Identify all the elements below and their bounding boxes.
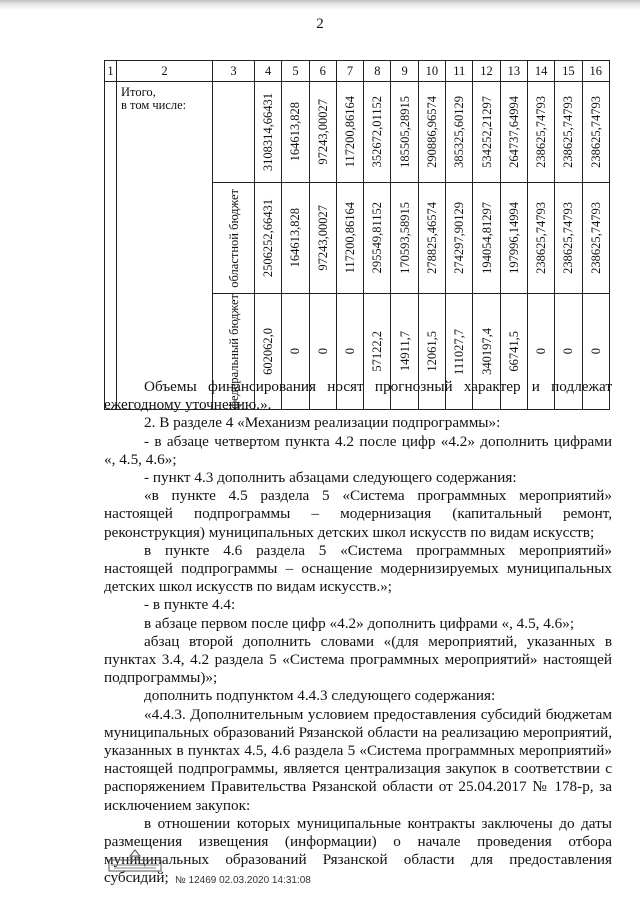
column-header: 13 xyxy=(500,61,527,82)
total-value-cell: 238625,74793 xyxy=(527,82,554,183)
federal-value-cell: 0 xyxy=(282,294,309,410)
total-value-cell: 185505,28915 xyxy=(391,82,418,183)
table-header-row xyxy=(105,61,610,82)
column-header: 7 xyxy=(336,61,363,82)
total-value-cell: 238625,74793 xyxy=(555,82,582,183)
paragraph: в абзаце первом после цифр «4.2» дополнить цифрами «, 4.5, 4.6»; xyxy=(144,614,575,632)
regional-value-cell: 170593,58915 xyxy=(391,183,418,294)
federal-value-cell: 340197,4 xyxy=(473,294,500,410)
total-label-line2: в том числе: xyxy=(121,98,187,112)
column-header: 12 xyxy=(473,61,500,82)
regional-value-cell: 295549,81152 xyxy=(364,183,391,294)
financing-table xyxy=(104,60,610,410)
regional-value-cell: 164613,828 xyxy=(282,183,309,294)
amendment-text xyxy=(104,378,612,888)
total-value-cell: 352672,01152 xyxy=(364,82,391,183)
column-header: 15 xyxy=(555,61,582,82)
column-header: 9 xyxy=(391,61,418,82)
page-number: 2 xyxy=(316,16,324,32)
column-header: 5 xyxy=(282,61,309,82)
paragraph: в отношении которых муниципальные контракты заключены до даты размещения извещения (информации) о начале проведения отбора муниципальных образований Рязанской области для предоставления субсидий; xyxy=(104,814,612,887)
paragraph: «4.4.3. Дополнительным условием предоставления субсидий бюджетам муниципальных образований Рязанской области на реализацию мероприятий, указанных в пунктах 4.5, 4.6 раздела 5 «Система программных мероприятий» настоящей подпрограммы, является централизация закупок в соответствии с распоряжением Правительства Рязанской области от 25.04.2017 № 178-р, за исключением закупок: xyxy=(104,705,612,814)
regional-value-cell: 278825,46574 xyxy=(418,183,445,294)
paragraph: - пункт 4.3 дополнить абзацами следующего содержания: xyxy=(144,469,517,487)
federal-value-cell: 12061,5 xyxy=(418,294,445,410)
regional-value-cell: 238625,74793 xyxy=(527,183,554,294)
paragraph: «в пункте 4.5 раздела 5 «Система программных мероприятий» настоящей подпрограммы – модернизация (капитальный ремонт, реконструкция) муниципальных детских школ искусств по видам искусств; xyxy=(104,487,612,541)
federal-value-cell: 0 xyxy=(527,294,554,410)
column-header: 6 xyxy=(309,61,336,82)
federal-budget-label: федеральный бюджет xyxy=(213,294,255,410)
federal-value-cell: 111027,7 xyxy=(446,294,473,410)
regional-value-cell: 117200,86164 xyxy=(336,183,363,294)
total-value-cell: 117200,86164 xyxy=(336,82,363,183)
paragraph: дополнить подпунктом 4.4.3 следующего содержания: xyxy=(144,687,496,705)
document-registration-stamp: № 12469 02.03.2020 14:31:08 xyxy=(175,875,311,886)
scan-edge-artifact xyxy=(0,0,640,10)
total-value-cell: 97243,00027 xyxy=(309,82,336,183)
federal-value-cell: 66741,5 xyxy=(500,294,527,410)
total-value-cell: 385325,60129 xyxy=(446,82,473,183)
column-header: 4 xyxy=(255,61,282,82)
paragraph: 2. В разделе 4 «Механизм реализации подпрограммы»: xyxy=(144,414,501,432)
regional-value-cell: 274297,90129 xyxy=(446,183,473,294)
paragraph: Объемы финансирования носят прогнозный характер и подлежат ежегодному уточнению.». xyxy=(104,378,612,414)
total-label-line1: Итого, xyxy=(121,85,156,99)
paragraph: - в пункте 4.4: xyxy=(144,596,236,614)
column-header: 16 xyxy=(582,61,609,82)
column-header: 14 xyxy=(527,61,554,82)
paragraph: абзац второй дополнить словами «(для мероприятий, указанных в пунктах 3.4, 4.2 раздела 5 «Система программных мероприятий» настоящей подпрограммы)»; xyxy=(104,632,612,687)
federal-value-cell: 0 xyxy=(582,294,609,410)
column-header: 11 xyxy=(446,61,473,82)
regional-value-cell: 97243,00027 xyxy=(309,183,336,294)
column-header: 2 xyxy=(117,61,213,82)
total-label xyxy=(117,82,213,410)
total-value-cell: 290886,96574 xyxy=(418,82,445,183)
federal-value-cell: 0 xyxy=(336,294,363,410)
column-header: 3 xyxy=(213,61,255,82)
total-value-cell: 264737,64994 xyxy=(500,82,527,183)
total-value-cell: 3108314,66431 xyxy=(255,82,282,183)
federal-value-cell: 57122,2 xyxy=(364,294,391,410)
total-value-cell: 164613,828 xyxy=(282,82,309,183)
table-cell-empty xyxy=(105,82,117,410)
regional-value-cell: 197996,14994 xyxy=(500,183,527,294)
registry-stamp-icon xyxy=(108,848,162,872)
federal-value-cell: 602062,0 xyxy=(255,294,282,410)
column-header: 1 xyxy=(105,61,117,82)
regional-budget-label: областной бюджет xyxy=(213,183,255,294)
regional-value-cell: 2506252,66431 xyxy=(255,183,282,294)
total-value-cell: 534252,21297 xyxy=(473,82,500,183)
column-header: 10 xyxy=(418,61,445,82)
paragraph: - в абзаце четвертом пункта 4.2 после цифр «4.2» дополнить цифрами «, 4.5, 4.6»; xyxy=(104,432,612,468)
federal-value-cell: 14911,7 xyxy=(391,294,418,410)
table-row-total xyxy=(105,82,610,183)
paragraph: в пункте 4.6 раздела 5 «Система программных мероприятий» настоящей подпрограммы – оснащение модернизируемых муниципальных детских школ искусств по видам искусств.»; xyxy=(104,541,612,596)
total-value-cell: 238625,74793 xyxy=(582,82,609,183)
regional-value-cell: 194054,81297 xyxy=(473,183,500,294)
federal-value-cell: 0 xyxy=(555,294,582,410)
table-cell-empty xyxy=(213,82,255,183)
regional-value-cell: 238625,74793 xyxy=(555,183,582,294)
federal-value-cell: 0 xyxy=(309,294,336,410)
column-header: 8 xyxy=(364,61,391,82)
regional-value-cell: 238625,74793 xyxy=(582,183,609,294)
